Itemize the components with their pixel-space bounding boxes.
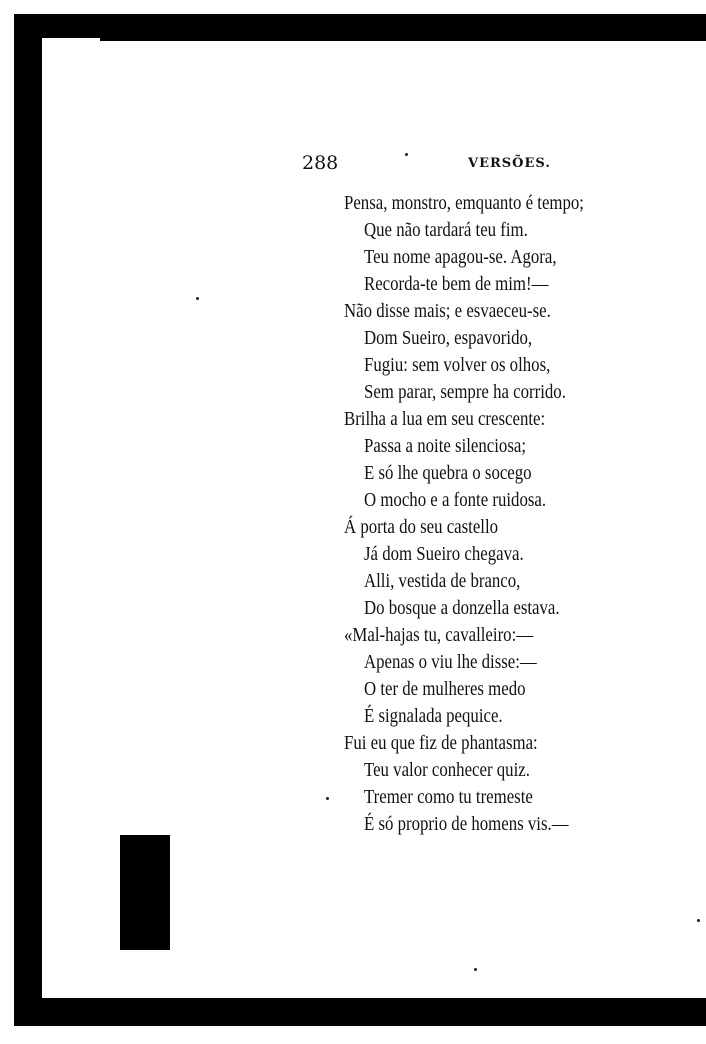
poem-line: Pensa, monstro, emquanto é tempo; (344, 192, 584, 214)
poem-line: Teu nome apagou-se. Agora, (364, 246, 557, 268)
poem-line: Recorda-te bem de mim!— (364, 273, 549, 295)
scan-speck (326, 797, 329, 800)
page-header (0, 152, 706, 178)
poem-line: É só proprio de homens vis.— (364, 813, 569, 835)
poem-line: Que não tardará teu fim. (364, 219, 528, 241)
poem-line: «Mal-hajas tu, cavalleiro:— (344, 624, 534, 646)
poem-line: Brilha a lua em seu crescente: (344, 408, 546, 430)
scan-speck (196, 297, 199, 300)
poem-line: Sem parar, sempre ha corrido. (364, 381, 566, 403)
poem-line: Á porta do seu castello (344, 516, 499, 538)
poem-line: Não disse mais; e esvaeceu-se. (344, 300, 551, 322)
poem-line: Dom Sueiro, espavorido, (364, 327, 533, 349)
scan-border-top (14, 14, 706, 38)
poem-line: Passa a noite silenciosa; (364, 435, 527, 457)
poem-line: Fugiu: sem volver os olhos, (364, 354, 551, 376)
scan-speck (405, 153, 408, 156)
page-number: 288 (302, 152, 339, 174)
poem-line: É signalada pequice. (364, 705, 503, 727)
poem-line: Tremer como tu tremeste (364, 786, 533, 808)
poem-line: Alli, vestida de branco, (364, 570, 521, 592)
scan-border-streak (100, 38, 706, 41)
scan-speck (474, 968, 477, 971)
running-head: VERSÕES. (468, 156, 551, 171)
poem-line: Já dom Sueiro chegava. (364, 543, 524, 565)
scan-dark-patch (120, 835, 170, 950)
scan-border-bottom (14, 998, 706, 1026)
poem-line: Do bosque a donzella estava. (364, 597, 560, 619)
poem-line: Apenas o viu lhe disse:— (364, 651, 537, 673)
poem-line: Teu valor conhecer quiz. (364, 759, 530, 781)
poem-line: Fui eu que fiz de phantasma: (344, 732, 538, 754)
scan-speck (697, 919, 700, 922)
poem-line: O mocho e a fonte ruidosa. (364, 489, 547, 511)
poem-line: O ter de mulheres medo (364, 678, 526, 700)
poem-line: E só lhe quebra o socego (364, 462, 532, 484)
